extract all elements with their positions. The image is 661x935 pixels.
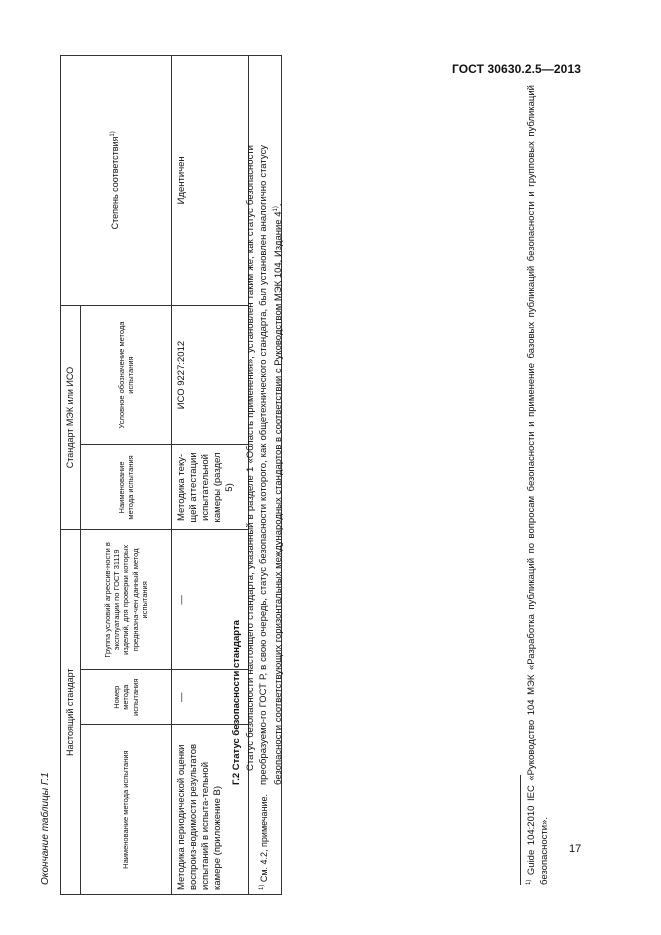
cell-iec-method-name: Методика теку-щей аттестации испытательной камеры (раздел 5)	[172, 445, 249, 530]
table-caption: Окончание таблицы Г.1	[40, 772, 51, 885]
cell-method-name: Методика периодической оценки воспроиз-водимости результатов испытаний в испыта-тельной камере (приложение В)	[172, 725, 249, 895]
header-national-standard: Настоящий стандарт	[61, 530, 81, 895]
cell-degree: Идентичен	[172, 56, 249, 306]
page-footnote-mark: 1)	[526, 879, 532, 885]
cell-iec-designation: ИСО 9227:2012	[172, 305, 249, 445]
section-title: Г.2 Статус безопасности стандарта	[231, 620, 242, 785]
header-iec-iso-standard: Стандарт МЭК или ИСО	[61, 305, 81, 530]
header-degree-label: Степень соответствия	[110, 136, 121, 230]
footnote-divider	[520, 775, 521, 885]
page-number: 17	[569, 843, 582, 855]
rotated-content	[40, 35, 580, 895]
header-aggressiveness-group: Группа условий агрессив-ности в эксплуатации по ГОСТ 31119 изделий, для проверки которых предназна-чен данный метод испытания	[81, 530, 172, 670]
header-degree	[61, 56, 172, 306]
page-footnote-text: Guide 104:2010 IEC «Руководство 104 МЭК «Разработка публикаций по вопросам безопасности и применение базовых публикаций безопасности и групповых публикаций безопасности».	[526, 85, 551, 885]
cell-method-number: —	[172, 670, 249, 725]
table-footnote-mark: 1)	[259, 884, 266, 890]
header-method-name: Наименование метода испытания	[81, 725, 172, 895]
cell-aggressiveness-group: —	[172, 530, 249, 670]
section-text: Статус безопасности настоящего стандарта, указанный в разделе 1 «Область применения», установлен таким же, как статус безопасности преобразуемо-го ГОСТ Р, в свою очередь, статус безопасности которого, как общетехнического стандарта, был установлен аналогично статусу безопасности соответствующих горизонтальных международных стандартов в соответствии с Руководством МЭК 104, Издание 4	[245, 145, 285, 785]
page-footnote	[523, 85, 551, 885]
standard-designation: ГОСТ 30630.2.5—2013	[452, 62, 581, 76]
section-footnote-mark: 1)	[273, 206, 279, 212]
table-footnote-text: См. 4.2, примечание.	[259, 793, 270, 885]
header-iec-designation: Условное обозначение метода испытания	[81, 305, 172, 445]
header-degree-footnote-mark: 1)	[110, 131, 117, 137]
section-text-end: .	[273, 203, 285, 207]
header-iec-method-name: Наименование метода испытания	[81, 445, 172, 530]
header-method-number: Номер метода испытания	[81, 670, 172, 725]
safety-status-section	[230, 145, 285, 785]
table-group-header-row	[61, 56, 81, 895]
section-paragraph	[244, 145, 285, 785]
